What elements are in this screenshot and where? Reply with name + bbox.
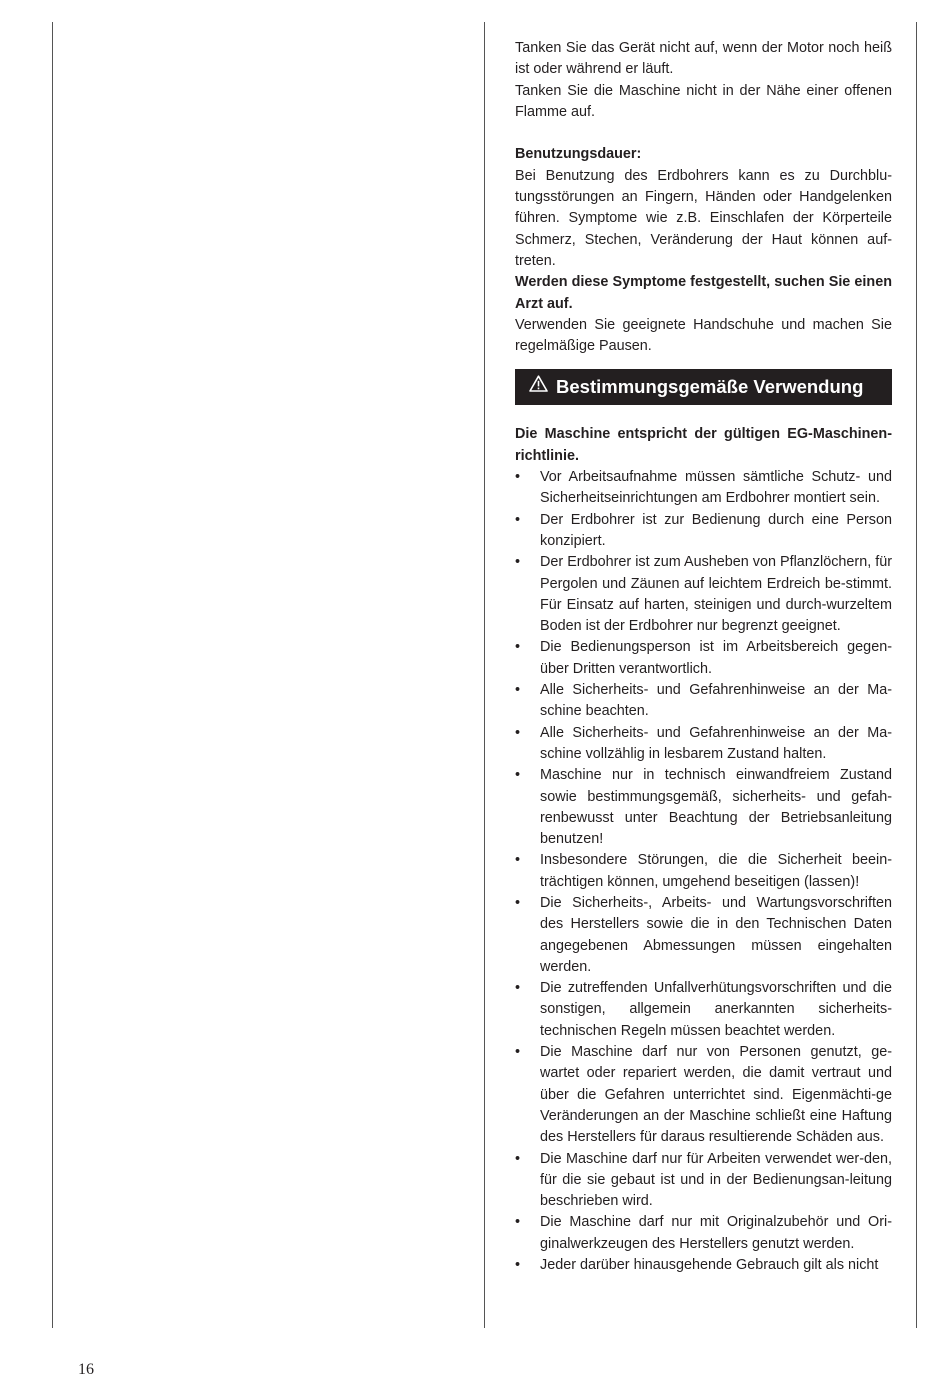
- right-page-margin-line: [916, 22, 917, 1328]
- bullet-list: [515, 467, 892, 1276]
- usage-warning: Werden diese Symptome festgestellt, suchen Sie einen Arzt auf.: [515, 274, 892, 312]
- bullet-item: • Alle Sicherheits- und Gefahrenhinweise an der Ma-schine vollzählig in lesbarem Zustand halten.: [515, 723, 892, 766]
- intro-paragraph: Tanken Sie die Maschine nicht in der Nähe einer offenen Flamme auf.: [515, 82, 892, 120]
- bullet-item: • Der Erdbohrer ist zur Bedienung durch eine Person konzipiert.: [515, 510, 892, 553]
- bullet-item: • Die Bedienungsperson ist im Arbeitsbereich gegen-über Dritten verantwortlich.: [515, 637, 892, 680]
- page-number: 16: [78, 1361, 94, 1378]
- bullet-item: • Maschine nur in technisch einwandfreiem Zustand sowie bestimmungsgemäß, sicherheits- und gefah-renbewusst unter Beachtung der Betriebsanleitung benutzen!: [515, 765, 892, 850]
- section-heading: [515, 369, 892, 405]
- bullet-item: • Vor Arbeitsaufnahme müssen sämtliche Schutz- und Sicherheitseinrichtungen am Erdbohrer montiert sein.: [515, 467, 892, 510]
- bullet-item: • Die Sicherheits-, Arbeits- und Wartungsvorschriften des Herstellers sowie die in den Technischen Daten angegebenen Abmessungen müssen eingehalten werden.: [515, 893, 892, 978]
- bullet-item: • Der Erdbohrer ist zum Ausheben von Pflanzlöchern, für Pergolen und Zäunen auf leichtem Erdreich be-stimmt. Für Einsatz auf harten, steinigen und durch-wurzeltem Boden ist der Erdbohrer nur begrenzt geeignet.: [515, 552, 892, 637]
- spacer: [515, 123, 892, 144]
- bullet-item: • Die Maschine darf nur von Personen genutzt, ge-wartet oder repariert werden, die damit vertraut und über die Gefahren unterrichtet sind. Eigenmächti-ge Veränderungen an der Maschine schließt eine Haftung des Herstellers für daraus resultierende Schäden aus.: [515, 1042, 892, 1148]
- bullet-item: • Jeder darüber hinausgehende Gebrauch gilt als nicht: [515, 1255, 892, 1276]
- bullet-item: • Die Maschine darf nur mit Originalzubehör und Ori-ginalwerkzeugen des Herstellers genutzt werden.: [515, 1212, 892, 1255]
- bullet-item: • Alle Sicherheits- und Gefahrenhinweise an der Ma-schine beachten.: [515, 680, 892, 723]
- usage-heading: Benutzungsdauer:: [515, 146, 642, 163]
- section-lead: Die Maschine entspricht der gültigen EG-Maschinen-richtlinie.: [515, 426, 892, 464]
- usage-text: Bei Benutzung des Erdbohrers kann es zu Durchblu-tungsstörungen an Fingern, Händen oder Handgelenken führen. Symptome wie z.B. Einschlafen der Körperteile Schmerz, Stechen, Veränderung der Haut können auf-treten.: [515, 167, 892, 269]
- section-title: Bestimmungsgemäße Verwendung: [556, 376, 864, 398]
- bullet-item: • Insbesondere Störungen, die die Sicherheit beein-trächtigen können, umgehend beseitigen (lassen)!: [515, 850, 892, 893]
- column-divider-line: [484, 22, 485, 1328]
- left-page-margin-line: [52, 22, 53, 1328]
- warning-triangle-icon: [529, 369, 548, 405]
- bullet-item: • Die zutreffenden Unfallverhütungsvorschriften und die sonstigen, allgemein anerkannten sicherheits-technischen Regeln müssen beachtet werden.: [515, 978, 892, 1042]
- intro-paragraph: Tanken Sie das Gerät nicht auf, wenn der Motor noch heiß ist oder während er läuft.: [515, 40, 892, 78]
- text-column: [515, 38, 892, 1276]
- usage-advice: Verwenden Sie geeignete Handschuhe und machen Sie regelmäßige Pausen.: [515, 316, 892, 355]
- bullet-item: • Die Maschine darf nur für Arbeiten verwendet wer-den, für die sie gebaut ist und in der Bedienungsan-leitung beschrieben wird.: [515, 1149, 892, 1213]
